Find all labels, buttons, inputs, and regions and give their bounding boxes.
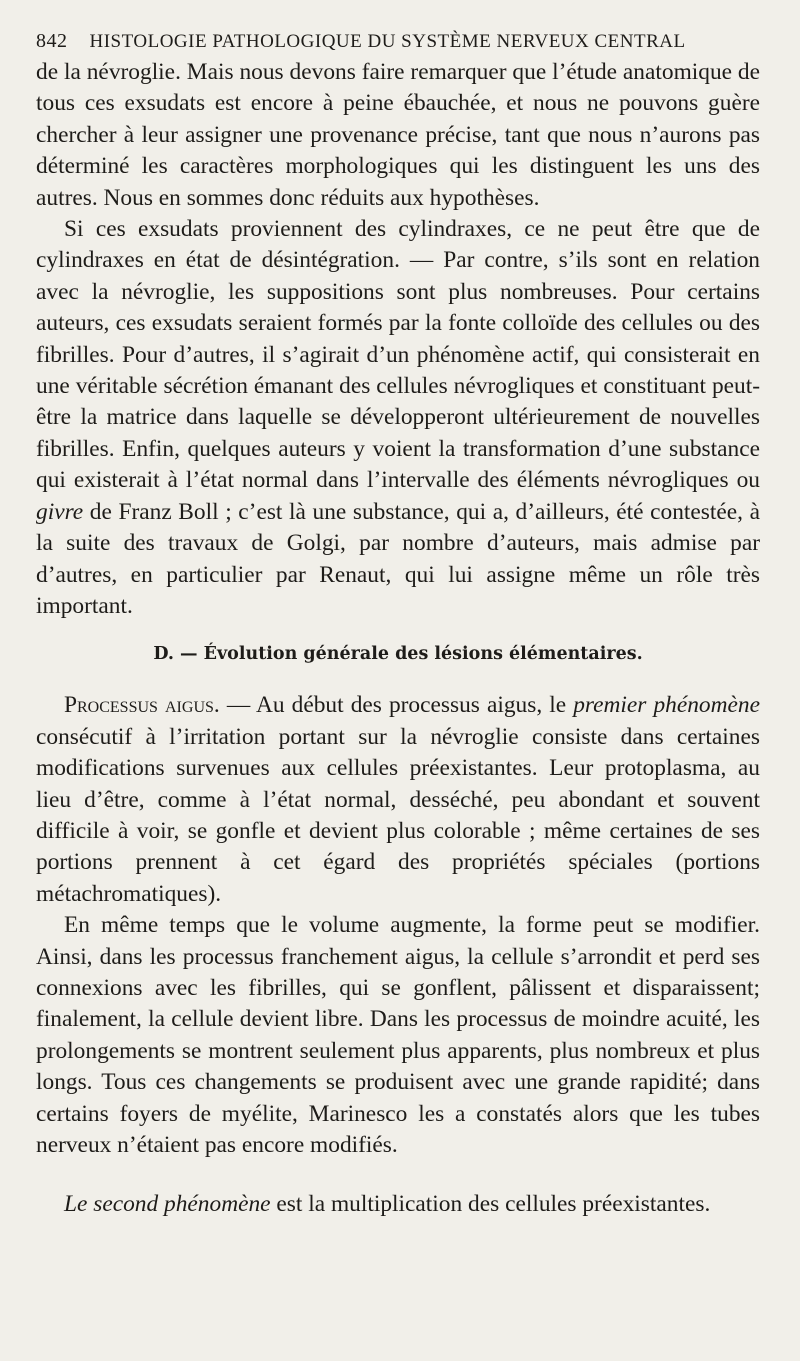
paragraph-5-italic: Le second phénomène xyxy=(64,1191,271,1218)
paragraph-1: de la névroglie. Mais nous devons faire remarquer que l’étude anatomique de tous ces exsudats est encore à peine ébauchée, et nous ne pouvons guère chercher à leur assigner une provenance précise, tant que nous n’aurons pas déterminé les caractères morphologiques qui les distinguent les uns des autres. Nous en sommes donc réduits aux hypothèses. xyxy=(36,59,760,211)
paragraph-3-lead: Processus aigus. xyxy=(64,692,220,719)
paragraph-5-text: est la multiplication des cellules préexistantes. xyxy=(270,1191,711,1218)
paragraph-2 xyxy=(36,214,760,622)
paragraph-3 xyxy=(36,690,760,910)
paragraph-3-italic: premier phénomène xyxy=(573,692,760,719)
page-number: 842 xyxy=(36,30,68,52)
paragraph-2-text-b: de Franz Boll ; c’est là une substance, qui a, d’ailleurs, été contestée, à la suite des travaux de Golgi, par nombre d’auteurs, mais admise par d’autres, en particulier par Renaut, qui lui assigne même un rôle très important. xyxy=(36,498,760,619)
running-header xyxy=(36,30,760,53)
running-title: HISTOLOGIE PATHOLOGIQUE DU SYSTÈME NERVEUX CENTRAL xyxy=(89,31,686,52)
paragraph-3-text-a: — Au début des processus aigus, le xyxy=(219,692,574,719)
paragraph-3-text-b: consécutif à l’irritation portant sur la névroglie consiste dans certaines modifications survenues aux cellules préexistantes. Leur protoplasma, au lieu d’être, comme à l’état normal, desséché, peu abondant et souvent difficile à voir, se gonfle et devient plus colorable ; même certaines de ses portions prennent à cet égard des propriétés spéciales (portions métachromatiques). xyxy=(36,723,760,907)
section-heading: D. — Évolution générale des lésions élémentaires. xyxy=(153,644,643,665)
paragraph-2-text-a: Si ces exsudats proviennent des cylindraxes, ce ne peut être que de cylindraxes en état de désintégration. — Par contre, s’ils sont en relation avec la névroglie, les suppositions sont plus nombreuses. Pour certains auteurs, ces exsudats seraient formés par la fonte colloïde des cellules ou des fibrilles. Pour d’autres, il s’agirait d’un phénomène actif, qui consisterait en une véritable sécrétion émanant des cellules névrogliques et constituant peut-être la matrice dans laquelle se développeront ultérieurement de nouvelles fibrilles. Enfin, quelques auteurs y voient la transformation d’une substance qui existerait à l’état normal dans l’intervalle des éléments névrogliques ou xyxy=(36,216,760,494)
paragraph-5 xyxy=(36,1189,760,1220)
paragraph-4: En même temps que le volume augmente, la forme peut se modifier. Ainsi, dans les processus franchement aigus, la cellule s’arrondit et perd ses connexions avec les fibrilles, qui se gonflent, pâlissent et disparaissent; finalement, la cellule devient libre. Dans les processus de moindre acuité, les prolongements se montrent seulement plus apparents, plus nombreux et plus longs. Tous ces changements se produisent avec une grande rapidité; dans certains foyers de myélite, Marinesco les a constatés alors que les tubes nerveux n’étaient pas encore modifiés. xyxy=(36,912,760,1158)
paragraph-2-italic: givre xyxy=(36,498,84,525)
